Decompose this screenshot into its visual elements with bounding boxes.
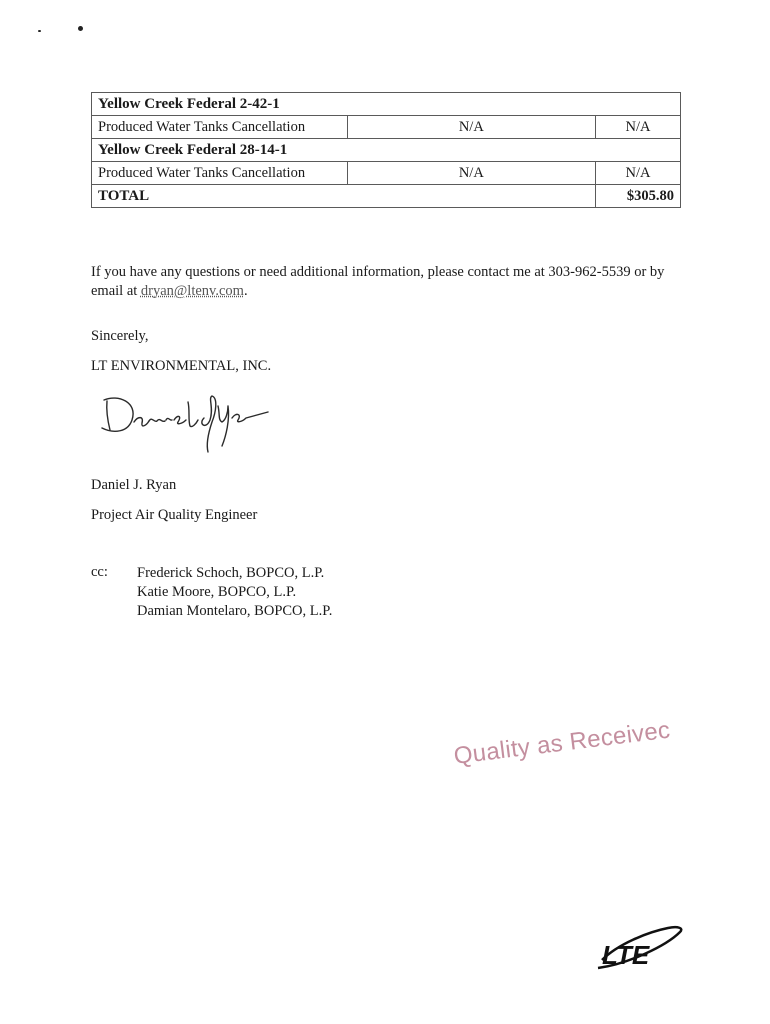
quality-stamp: Quality as Receivec xyxy=(452,716,672,770)
total-row xyxy=(92,185,681,208)
row-value: N/A xyxy=(347,116,595,139)
contact-text: If you have any questions or need additional information, please contact me at 303-962-5539 or by email at xyxy=(91,264,665,299)
email-link[interactable]: dryan@ltenv.com xyxy=(140,283,244,299)
well-name: Yellow Creek Federal 28-14-1 xyxy=(92,139,681,162)
cc-recipient: Damian Montelaro, BOPCO, L.P. xyxy=(137,603,333,619)
table-section-header xyxy=(92,93,681,116)
signer-title: Project Air Quality Engineer xyxy=(91,507,258,523)
well-name: Yellow Creek Federal 2-42-1 xyxy=(92,93,681,116)
company-name: LT ENVIRONMENTAL, INC. xyxy=(91,358,272,374)
signer-name: Daniel J. Ryan xyxy=(91,477,177,493)
row-value: N/A xyxy=(596,116,681,139)
row-value: N/A xyxy=(347,162,595,185)
lte-logo-icon xyxy=(588,924,684,972)
row-description: Produced Water Tanks Cancellation xyxy=(92,116,348,139)
table-section-header xyxy=(92,139,681,162)
row-value: N/A xyxy=(596,162,681,185)
total-value: $305.80 xyxy=(596,185,681,208)
fees-table xyxy=(91,92,681,208)
total-label: TOTAL xyxy=(92,185,596,208)
cc-list xyxy=(137,564,332,621)
table-row xyxy=(92,162,681,185)
signature xyxy=(96,390,271,456)
scan-speck xyxy=(38,30,41,32)
contact-text-end: . xyxy=(243,283,248,299)
cc-recipient: Frederick Schoch, BOPCO, L.P. xyxy=(137,565,325,581)
scan-speck xyxy=(78,26,83,31)
row-description: Produced Water Tanks Cancellation xyxy=(92,162,348,185)
contact-paragraph xyxy=(91,263,691,301)
table-row xyxy=(92,116,681,139)
salutation: Sincerely, xyxy=(91,328,149,344)
cc-label: cc: xyxy=(91,564,108,580)
svg-text:LTE: LTE xyxy=(602,940,650,970)
cc-recipient: Katie Moore, BOPCO, L.P. xyxy=(137,584,297,600)
